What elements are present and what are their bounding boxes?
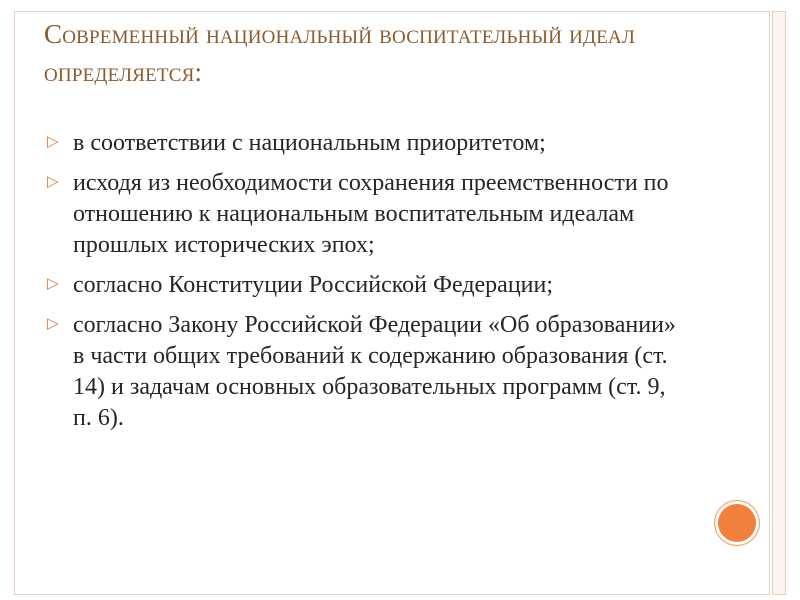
- bullet-text: согласно Закону Российской Федерации «Об образовании» в части общих требований к содержанию образования (ст. 14) и задачам основных образовательных программ (ст. 9, п. 6).: [73, 312, 676, 431]
- hollow-triangle-bullet-icon: ▷: [47, 132, 59, 150]
- hollow-triangle-bullet-icon: ▷: [47, 274, 59, 292]
- bullet-text: исходя из необходимости сохранения преемственности по отношению к национальным воспитательным идеалам прошлых исторических эпох;: [73, 170, 669, 258]
- bullet-text: в соответствии с национальным приоритетом;: [73, 130, 546, 156]
- hollow-triangle-bullet-icon: ▷: [47, 172, 59, 190]
- hollow-triangle-bullet-icon: ▷: [47, 314, 59, 332]
- right-decorative-bar: [772, 11, 786, 595]
- bullet-item-continuity: [45, 168, 685, 261]
- bullet-item-constitution: [45, 270, 685, 301]
- orange-circle-marker-icon: [714, 500, 760, 546]
- bullet-text: согласно Конституции Российской Федерации;: [73, 272, 554, 298]
- slide-title: Современный национальный воспитательный идеал определяется:: [44, 19, 636, 87]
- bullet-list: [45, 128, 685, 443]
- bullet-item-education-law: [45, 310, 685, 434]
- bullet-item-national-priority: [45, 128, 685, 159]
